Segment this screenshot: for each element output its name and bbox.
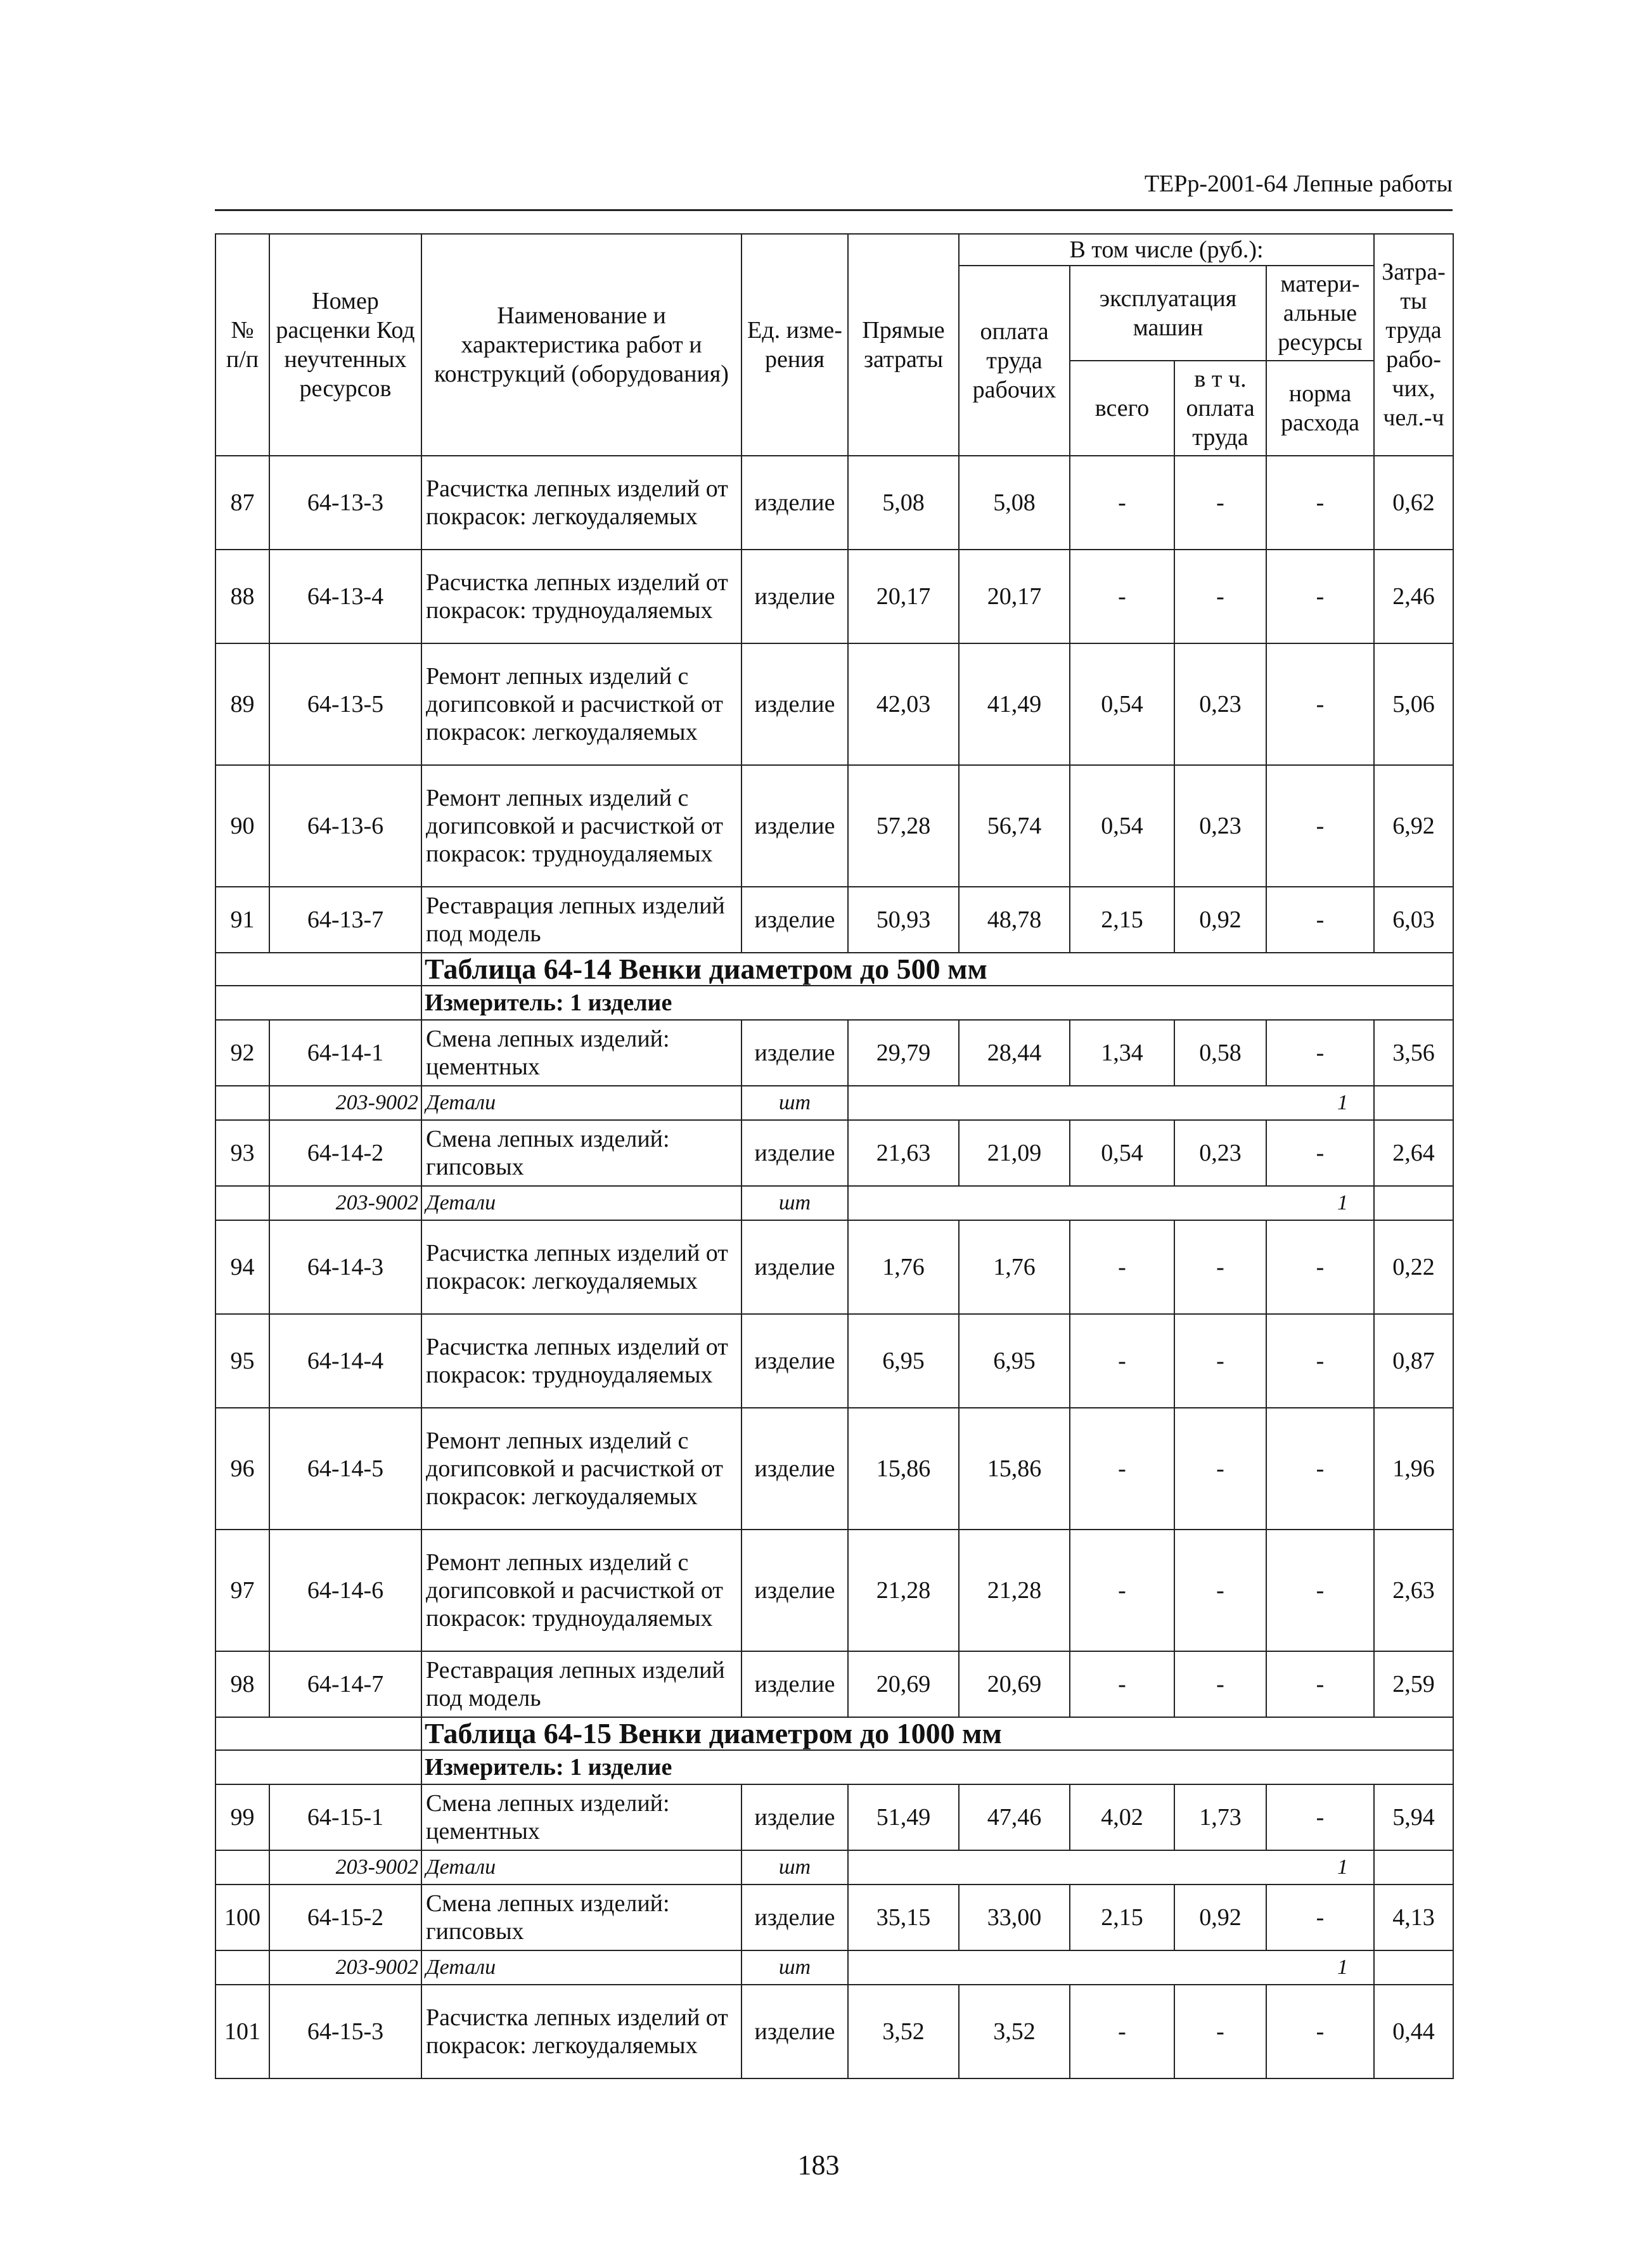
- labor-pay: 21,09: [959, 1120, 1070, 1186]
- labor-pay: 48,78: [959, 887, 1070, 953]
- work-name: Расчистка лепных изделий от покрасок: легкоудаляемых: [421, 456, 741, 550]
- rate-code: 64-14-3: [269, 1220, 421, 1314]
- resource-name: Детали: [421, 1950, 741, 1985]
- rate-code: 64-14-1: [269, 1020, 421, 1086]
- unit: изделие: [741, 1220, 848, 1314]
- row-number: 87: [215, 456, 269, 550]
- rate-code: 64-13-7: [269, 887, 421, 953]
- table-body: [215, 456, 1453, 2078]
- direct-costs: 21,28: [848, 1530, 959, 1651]
- resource-hours: [1374, 1086, 1453, 1120]
- work-name: Ремонт лепных изделий с догипсовкой и расчисткой от покрасок: трудноудаляемых: [421, 765, 741, 887]
- labor-pay: 33,00: [959, 1885, 1070, 1950]
- rate-code: 64-14-2: [269, 1120, 421, 1186]
- table-row: [215, 1408, 1453, 1530]
- resource-num: [215, 1186, 269, 1220]
- section-title: Таблица 64-15 Венки диаметром до 1000 мм: [421, 1717, 1453, 1750]
- machines-total: -: [1070, 550, 1174, 643]
- unit: изделие: [741, 643, 848, 765]
- unit: изделие: [741, 456, 848, 550]
- machines-labor: -: [1174, 1220, 1266, 1314]
- labor-pay: 21,28: [959, 1530, 1070, 1651]
- unit: изделие: [741, 1314, 848, 1408]
- unit: изделие: [741, 1120, 848, 1186]
- machines-total: -: [1070, 1985, 1174, 2078]
- direct-costs: 51,49: [848, 1784, 959, 1850]
- labor-pay: 20,17: [959, 550, 1070, 643]
- table-row: [215, 1120, 1453, 1186]
- rate-code: 64-15-1: [269, 1784, 421, 1850]
- table-row: [215, 1784, 1453, 1850]
- labor-hours: 1,96: [1374, 1408, 1453, 1530]
- labor-pay: 56,74: [959, 765, 1070, 887]
- resource-row: [215, 1186, 1453, 1220]
- machines-total: -: [1070, 1651, 1174, 1717]
- header-machines: эксплуатация машин: [1070, 266, 1266, 361]
- section-row: [215, 1717, 1453, 1750]
- work-name: Смена лепных изделий: цементных: [421, 1020, 741, 1086]
- resource-num: [215, 1086, 269, 1120]
- unit: изделие: [741, 1530, 848, 1651]
- labor-pay: 47,46: [959, 1784, 1070, 1850]
- materials: -: [1266, 1885, 1374, 1950]
- direct-costs: 57,28: [848, 765, 959, 887]
- machines-total: -: [1070, 1220, 1174, 1314]
- materials: -: [1266, 1784, 1374, 1850]
- unit: изделие: [741, 765, 848, 887]
- direct-costs: 20,17: [848, 550, 959, 643]
- row-number: 95: [215, 1314, 269, 1408]
- resource-code: 203-9002: [269, 1850, 421, 1885]
- direct-costs: 20,69: [848, 1651, 959, 1717]
- machines-total: -: [1070, 456, 1174, 550]
- meter-label: Измеритель: 1 изделие: [421, 1750, 1453, 1784]
- row-number: 90: [215, 765, 269, 887]
- work-name: Смена лепных изделий: гипсовых: [421, 1885, 741, 1950]
- table-row: [215, 1530, 1453, 1651]
- machines-labor: 1,73: [1174, 1784, 1266, 1850]
- row-number: 96: [215, 1408, 269, 1530]
- rate-code: 64-13-6: [269, 765, 421, 887]
- meter-spacer: [215, 986, 421, 1020]
- machines-total: -: [1070, 1314, 1174, 1408]
- table-row: [215, 1885, 1453, 1950]
- table-row: [215, 1220, 1453, 1314]
- row-number: 94: [215, 1220, 269, 1314]
- machines-labor: 0,92: [1174, 1885, 1266, 1950]
- resource-num: [215, 1850, 269, 1885]
- work-name: Реставрация лепных изделий под модель: [421, 1651, 741, 1717]
- machines-total: 0,54: [1070, 1120, 1174, 1186]
- unit: изделие: [741, 1020, 848, 1086]
- resource-num: [215, 1950, 269, 1985]
- machines-labor: 0,23: [1174, 765, 1266, 887]
- rate-code: 64-13-5: [269, 643, 421, 765]
- rates-table: [215, 233, 1454, 2079]
- labor-pay: 1,76: [959, 1220, 1070, 1314]
- materials: -: [1266, 550, 1374, 643]
- work-name: Реставрация лепных изделий под модель: [421, 887, 741, 953]
- work-name: Ремонт лепных изделий с догипсовкой и расчисткой от покрасок: трудноудаляемых: [421, 1530, 741, 1651]
- header-rule: [215, 209, 1453, 211]
- header-code: Номер расценки Код неучтенных ресурсов: [269, 234, 421, 456]
- labor-hours: 3,56: [1374, 1020, 1453, 1086]
- machines-total: 1,34: [1070, 1020, 1174, 1086]
- labor-pay: 20,69: [959, 1651, 1070, 1717]
- direct-costs: 29,79: [848, 1020, 959, 1086]
- header-num: № п/п: [215, 234, 269, 456]
- labor-hours: 2,64: [1374, 1120, 1453, 1186]
- labor-hours: 2,46: [1374, 550, 1453, 643]
- table-row: [215, 887, 1453, 953]
- unit: изделие: [741, 550, 848, 643]
- unit: изделие: [741, 1985, 848, 2078]
- row-number: 98: [215, 1651, 269, 1717]
- work-name: Расчистка лепных изделий от покрасок: трудноудаляемых: [421, 550, 741, 643]
- rate-code: 64-14-7: [269, 1651, 421, 1717]
- labor-pay: 5,08: [959, 456, 1070, 550]
- machines-total: -: [1070, 1530, 1174, 1651]
- rate-code: 64-14-5: [269, 1408, 421, 1530]
- rate-code: 64-13-3: [269, 456, 421, 550]
- rate-code: 64-13-4: [269, 550, 421, 643]
- section-row: [215, 953, 1453, 986]
- row-number: 100: [215, 1885, 269, 1950]
- labor-pay: 3,52: [959, 1985, 1070, 2078]
- table-row: [215, 1985, 1453, 2078]
- direct-costs: 1,76: [848, 1220, 959, 1314]
- labor-hours: 6,92: [1374, 765, 1453, 887]
- meter-spacer: [215, 1750, 421, 1784]
- resource-name: Детали: [421, 1086, 741, 1120]
- resource-name: Детали: [421, 1186, 741, 1220]
- machines-labor: 0,58: [1174, 1020, 1266, 1086]
- materials: -: [1266, 1020, 1374, 1086]
- labor-pay: 6,95: [959, 1314, 1070, 1408]
- row-number: 89: [215, 643, 269, 765]
- unit: изделие: [741, 887, 848, 953]
- labor-hours: 0,87: [1374, 1314, 1453, 1408]
- table-row: [215, 643, 1453, 765]
- work-name: Расчистка лепных изделий от покрасок: трудноудаляемых: [421, 1314, 741, 1408]
- direct-costs: 3,52: [848, 1985, 959, 2078]
- table-row: [215, 550, 1453, 643]
- work-name: Смена лепных изделий: цементных: [421, 1784, 741, 1850]
- header-machines-labor: в т ч. оплата труда: [1174, 361, 1266, 456]
- resource-norm: 1: [848, 1186, 1374, 1220]
- labor-pay: 41,49: [959, 643, 1070, 765]
- table-row: [215, 765, 1453, 887]
- table-row: [215, 1651, 1453, 1717]
- work-name: Ремонт лепных изделий с догипсовкой и расчисткой от покрасок: легкоудаляемых: [421, 643, 741, 765]
- unit: изделие: [741, 1784, 848, 1850]
- machines-labor: -: [1174, 1651, 1266, 1717]
- row-number: 91: [215, 887, 269, 953]
- work-name: Ремонт лепных изделий с догипсовкой и расчисткой от покрасок: легкоудаляемых: [421, 1408, 741, 1530]
- rate-code: 64-14-4: [269, 1314, 421, 1408]
- labor-hours: 4,13: [1374, 1885, 1453, 1950]
- machines-total: 2,15: [1070, 1885, 1174, 1950]
- direct-costs: 6,95: [848, 1314, 959, 1408]
- meter-row: [215, 986, 1453, 1020]
- direct-costs: 5,08: [848, 456, 959, 550]
- machines-total: 0,54: [1070, 643, 1174, 765]
- resource-row: [215, 1950, 1453, 1985]
- resource-row: [215, 1850, 1453, 1885]
- materials: -: [1266, 1408, 1374, 1530]
- resource-unit: шт: [741, 1086, 848, 1120]
- meter-label: Измеритель: 1 изделие: [421, 986, 1453, 1020]
- row-number: 99: [215, 1784, 269, 1850]
- machines-labor: 0,23: [1174, 643, 1266, 765]
- page-number: 183: [797, 2149, 840, 2181]
- work-name: Смена лепных изделий: гипсовых: [421, 1120, 741, 1186]
- machines-labor: 0,23: [1174, 1120, 1266, 1186]
- resource-unit: шт: [741, 1850, 848, 1885]
- row-number: 93: [215, 1120, 269, 1186]
- materials: -: [1266, 1651, 1374, 1717]
- direct-costs: 21,63: [848, 1120, 959, 1186]
- machines-labor: -: [1174, 456, 1266, 550]
- machines-labor: -: [1174, 1408, 1266, 1530]
- header-name: Наименование и характеристика работ и конструкций (оборудования): [421, 234, 741, 456]
- resource-unit: шт: [741, 1950, 848, 1985]
- materials: -: [1266, 765, 1374, 887]
- page-header: ТЕРр-2001-64 Лепные работы: [1144, 171, 1453, 197]
- resource-code: 203-9002: [269, 1950, 421, 1985]
- machines-labor: -: [1174, 1314, 1266, 1408]
- labor-hours: 0,44: [1374, 1985, 1453, 2078]
- unit: изделие: [741, 1885, 848, 1950]
- labor-hours: 5,94: [1374, 1784, 1453, 1850]
- labor-hours: 6,03: [1374, 887, 1453, 953]
- unit: изделие: [741, 1408, 848, 1530]
- machines-total: 2,15: [1070, 887, 1174, 953]
- table-row: [215, 1314, 1453, 1408]
- direct-costs: 15,86: [848, 1408, 959, 1530]
- resource-name: Детали: [421, 1850, 741, 1885]
- section-title: Таблица 64-14 Венки диаметром до 500 мм: [421, 953, 1453, 986]
- resource-code: 203-9002: [269, 1086, 421, 1120]
- materials: -: [1266, 1530, 1374, 1651]
- rate-code: 64-14-6: [269, 1530, 421, 1651]
- labor-pay: 28,44: [959, 1020, 1070, 1086]
- materials: -: [1266, 1120, 1374, 1186]
- resource-norm: 1: [848, 1850, 1374, 1885]
- machines-labor: -: [1174, 1985, 1266, 2078]
- materials: -: [1266, 1985, 1374, 2078]
- labor-hours: 5,06: [1374, 643, 1453, 765]
- table-row: [215, 456, 1453, 550]
- materials: -: [1266, 1314, 1374, 1408]
- header-machines-total: всего: [1070, 361, 1174, 456]
- section-spacer: [215, 953, 421, 986]
- resource-norm: 1: [848, 1950, 1374, 1985]
- machines-labor: -: [1174, 1530, 1266, 1651]
- meter-row: [215, 1750, 1453, 1784]
- resource-norm: 1: [848, 1086, 1374, 1120]
- work-name: Расчистка лепных изделий от покрасок: легкоудаляемых: [421, 1220, 741, 1314]
- materials: -: [1266, 887, 1374, 953]
- row-number: 88: [215, 550, 269, 643]
- resource-unit: шт: [741, 1186, 848, 1220]
- rate-code: 64-15-3: [269, 1985, 421, 2078]
- labor-hours: 2,59: [1374, 1651, 1453, 1717]
- machines-total: -: [1070, 1408, 1174, 1530]
- table-row: [215, 1020, 1453, 1086]
- machines-labor: -: [1174, 550, 1266, 643]
- unit: изделие: [741, 1651, 848, 1717]
- labor-pay: 15,86: [959, 1408, 1070, 1530]
- row-number: 101: [215, 1985, 269, 2078]
- row-number: 92: [215, 1020, 269, 1086]
- header-labor-pay: оплата труда рабочих: [959, 266, 1070, 456]
- resource-row: [215, 1086, 1453, 1120]
- resource-hours: [1374, 1850, 1453, 1885]
- direct-costs: 35,15: [848, 1885, 959, 1950]
- work-name: Расчистка лепных изделий от покрасок: легкоудаляемых: [421, 1985, 741, 2078]
- machines-total: 4,02: [1070, 1784, 1174, 1850]
- direct-costs: 50,93: [848, 887, 959, 953]
- header-labor-cost: Затра-ты труда рабо-чих, чел.-ч: [1374, 234, 1453, 456]
- machines-labor: 0,92: [1174, 887, 1266, 953]
- materials: -: [1266, 1220, 1374, 1314]
- section-spacer: [215, 1717, 421, 1750]
- header-unit: Ед. изме-рения: [741, 234, 848, 456]
- labor-hours: 2,63: [1374, 1530, 1453, 1651]
- header-direct: Прямые затраты: [848, 234, 959, 456]
- header-incl: В том числе (руб.):: [959, 234, 1374, 266]
- labor-hours: 0,22: [1374, 1220, 1453, 1314]
- resource-hours: [1374, 1950, 1453, 1985]
- materials: -: [1266, 643, 1374, 765]
- machines-total: 0,54: [1070, 765, 1174, 887]
- materials: -: [1266, 456, 1374, 550]
- header-materials: матери-альные ресурсы: [1266, 266, 1374, 361]
- labor-hours: 0,62: [1374, 456, 1453, 550]
- row-number: 97: [215, 1530, 269, 1651]
- header-norm: норма расхода: [1266, 361, 1374, 456]
- resource-code: 203-9002: [269, 1186, 421, 1220]
- direct-costs: 42,03: [848, 643, 959, 765]
- resource-hours: [1374, 1186, 1453, 1220]
- rate-code: 64-15-2: [269, 1885, 421, 1950]
